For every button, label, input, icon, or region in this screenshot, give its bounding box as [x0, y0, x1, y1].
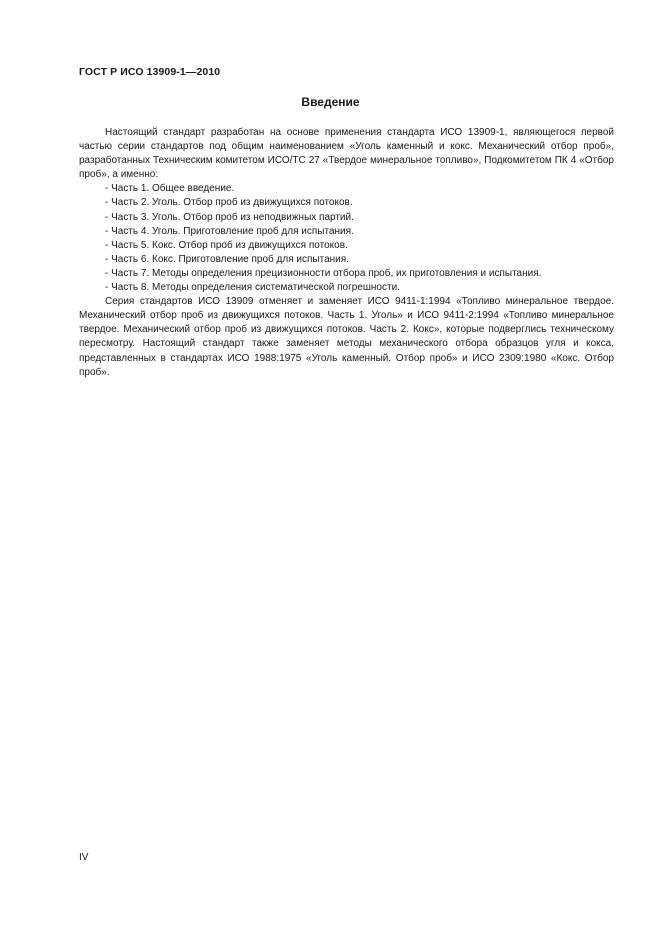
document-body [79, 126, 614, 380]
list-item: - Часть 4. Уголь. Приготовление проб для испытания. [105, 225, 354, 237]
document-header: ГОСТ Р ИСО 13909-1—2010 [79, 66, 221, 78]
page-number: IV [79, 852, 89, 863]
list-item: - Часть 2. Уголь. Отбор проб из движущихся потоков. [105, 197, 353, 209]
section-title: Введение [301, 95, 360, 109]
list-item: - Часть 5. Кокс. Отбор проб из движущихся потоков. [105, 239, 348, 251]
list-item: - Часть 3. Уголь. Отбор проб из неподвижных партий. [105, 211, 354, 223]
list-item: - Часть 8. Методы определения систематической погрешности. [105, 282, 400, 294]
intro-paragraph: Настоящий стандарт разработан на основе применения стандарта ИСО 13909-1, являющегося первой частью серии стандартов под общим наименованием «Уголь каменный и кокс. Механический отбор проб», разработанных Техническим комитетом ИСО/ТС 27 «Твердое минеральное топливо», Подкомитетом ПК 4 «Отбор проб», а именно: [79, 127, 614, 181]
replacement-paragraph: Серия стандартов ИСО 13909 отменяет и заменяет ИСО 9411-1:1994 «Топливо минеральное твердое. Механический отбор проб из движущихся потоков. Часть 1. Уголь» и ИСО 9411-2:1994 «Топливо минеральное твердое. Механический отбор проб из движущихся потоков. Часть 2. Кокс», которые подверглись техническому пересмотру. Настоящий стандарт также заменяет методы механического отбора образцов угля и кокса, представленных в стандартах ИСО 1988:1975 «Уголь каменный. Отбор проб» и ИСО 2309:1980 «Кокс. Отбор проб». [79, 296, 614, 378]
list-item: - Часть 7. Методы определения прецизионности отбора проб, их приготовления и испытания. [105, 267, 542, 279]
list-item: - Часть 6. Кокс. Приготовление проб для испытания. [105, 253, 349, 265]
list-item: - Часть 1. Общее введение. [105, 183, 235, 195]
parts-list [79, 182, 614, 295]
